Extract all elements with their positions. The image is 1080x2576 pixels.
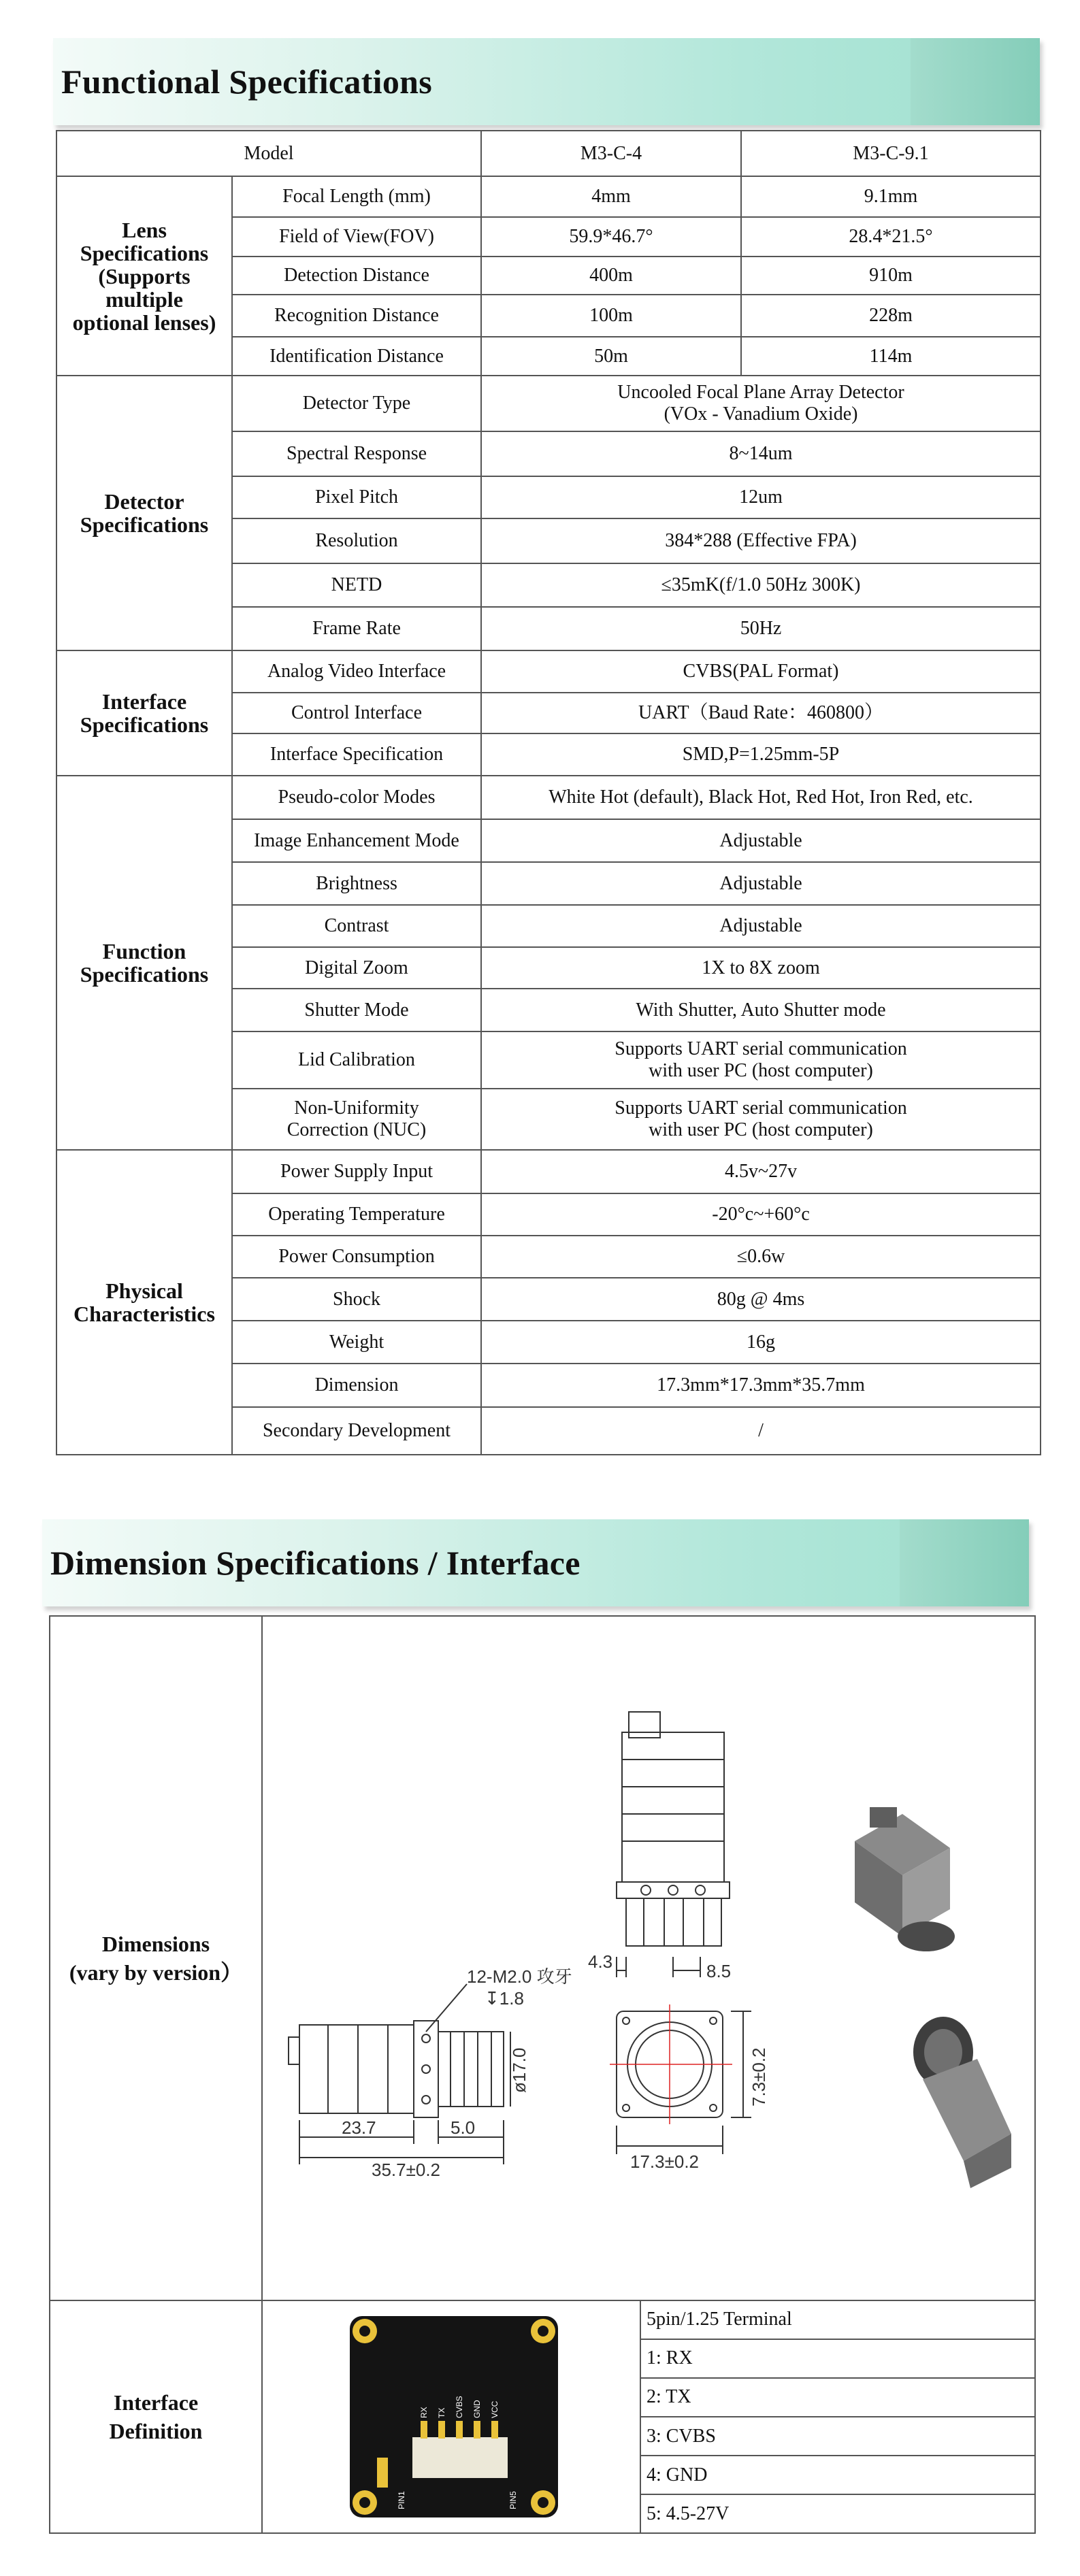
dimension-drawing xyxy=(263,1617,1034,2300)
silk-pin5: PIN5 xyxy=(508,2491,518,2509)
row-value: ≤0.6w xyxy=(481,1236,1041,1278)
row-label: Operating Temperature xyxy=(232,1193,481,1236)
pin-table xyxy=(641,2301,1034,2532)
silk-pin-cvbs: CVBS xyxy=(455,2396,464,2418)
row-value: 12um xyxy=(481,476,1041,518)
banner-accent xyxy=(900,1519,1029,1606)
pin-5: 5: 4.5-27V xyxy=(647,2503,730,2524)
row-label: Analog Video Interface xyxy=(232,650,481,693)
table-row xyxy=(56,176,1041,217)
pin-list xyxy=(641,2301,1034,2532)
value-m2: 228m xyxy=(741,295,1041,337)
row-value: 80g @ 4ms xyxy=(481,1278,1041,1321)
dimension-specs-banner xyxy=(42,1519,1029,1606)
row-label: Power Supply Input xyxy=(232,1150,481,1193)
row-label: Pixel Pitch xyxy=(232,476,481,518)
row-value: 8~14um xyxy=(481,431,1041,476)
list-item xyxy=(641,2417,1034,2456)
model-m3-c-4: M3-C-4 xyxy=(481,131,741,176)
value-m1: 50m xyxy=(481,337,741,376)
dim-7-3: 7.3±0.2 xyxy=(749,2047,769,2107)
row-label: Spectral Response xyxy=(232,431,481,476)
row-value: With Shutter, Auto Shutter mode xyxy=(481,989,1041,1031)
row-value: 4.5v~27v xyxy=(481,1150,1041,1193)
row-value: 384*288 (Effective FPA) xyxy=(481,518,1041,563)
row-label: Non-Uniformity Correction (NUC) xyxy=(232,1089,481,1150)
functional-specs-table xyxy=(56,130,1041,1455)
value-m1: 100m xyxy=(481,295,741,337)
connector xyxy=(412,2437,508,2478)
row-value: / xyxy=(481,1407,1041,1455)
banner-accent xyxy=(911,38,1040,125)
dimension-drawing-cell xyxy=(262,1616,1035,2300)
row-label: Image Enhancement Mode xyxy=(232,819,481,862)
row-value: 50Hz xyxy=(481,607,1041,650)
row-label: Detection Distance xyxy=(232,257,481,295)
row-label: Shutter Mode xyxy=(232,989,481,1031)
row-value: ≤35mK(f/1.0 50Hz 300K) xyxy=(481,563,1041,607)
row-value: Adjustable xyxy=(481,862,1041,905)
dim-35-7: 35.7±0.2 xyxy=(372,2160,441,2180)
camera-front-view xyxy=(617,2011,751,2154)
row-label: NETD xyxy=(232,563,481,607)
list-item xyxy=(641,2378,1034,2417)
row-value: SMD,P=1.25mm-5P xyxy=(481,733,1041,776)
value-m2: 28.4*21.5° xyxy=(741,217,1041,257)
dim-5-0: 5.0 xyxy=(451,2117,476,2138)
row-label: Focal Length (mm) xyxy=(232,176,481,217)
silk-pin-rx: RX xyxy=(419,2407,429,2418)
dim-23-7: 23.7 xyxy=(342,2117,376,2138)
row-value: Supports UART serial communication with user PC (host computer) xyxy=(481,1031,1041,1089)
dim-dia-17: ø17.0 xyxy=(509,2047,529,2093)
row-value: Uncooled Focal Plane Array Detector (VOx - Vanadium Oxide) xyxy=(481,376,1041,431)
row-label: Identification Distance xyxy=(232,337,481,376)
row-label: Lid Calibration xyxy=(232,1031,481,1089)
table-row xyxy=(50,2300,1035,2533)
row-value: 17.3mm*17.3mm*35.7mm xyxy=(481,1364,1041,1407)
table-row xyxy=(56,1150,1041,1193)
camera-3d-render-bottom xyxy=(913,2017,1011,2188)
row-label: Power Consumption xyxy=(232,1236,481,1278)
pin-1: 1: RX xyxy=(641,2339,1034,2378)
row-label: Weight xyxy=(232,1321,481,1364)
dimension-table xyxy=(49,1615,1036,2534)
row-value: Supports UART serial communication with user PC (host computer) xyxy=(481,1089,1041,1150)
row-value: White Hot (default), Black Hot, Red Hot, Iron Red, etc. xyxy=(481,776,1041,819)
dim-8-5: 8.5 xyxy=(706,1961,732,1981)
row-value: 16g xyxy=(481,1321,1041,1364)
functional-specs-banner xyxy=(53,38,1040,125)
table-row xyxy=(56,376,1041,431)
hole-depth: ↧1.8 xyxy=(485,1988,524,2009)
row-value: UART（Baud Rate：460800） xyxy=(481,693,1041,733)
board-image-area xyxy=(263,2301,641,2532)
row-label: Pseudo-color Modes xyxy=(232,776,481,819)
row-label: Detector Type xyxy=(232,376,481,431)
pin-header: 5pin/1.25 Terminal xyxy=(641,2301,1034,2339)
dimensions-label: Dimensions (vary by version） xyxy=(50,1616,262,2300)
table-row xyxy=(50,1616,1035,2300)
dim-17-3: 17.3±0.2 xyxy=(630,2151,700,2172)
interface-definition-cell xyxy=(262,2300,1035,2533)
row-label: Brightness xyxy=(232,862,481,905)
silk-pin-vcc: VCC xyxy=(490,2400,500,2418)
dim-4-3: 4.3 xyxy=(588,1951,613,1972)
list-item xyxy=(641,2456,1034,2494)
row-label: Control Interface xyxy=(232,693,481,733)
interface-definition-label: Interface Definition xyxy=(50,2300,262,2533)
row-value: CVBS(PAL Format) xyxy=(481,650,1041,693)
detector-category: Detector Specifications xyxy=(56,376,232,650)
camera-side-view xyxy=(289,1984,510,2164)
row-label: Resolution xyxy=(232,518,481,563)
hole-note: 12-M2.0 攻牙 xyxy=(467,1966,572,1987)
pin-4: 4: GND xyxy=(641,2456,1034,2494)
row-label: Recognition Distance xyxy=(232,295,481,337)
value-m1: 4mm xyxy=(481,176,741,217)
table-row xyxy=(56,131,1041,176)
row-label: Secondary Development xyxy=(232,1407,481,1455)
camera-top-view xyxy=(617,1712,730,1977)
value-m2: 9.1mm xyxy=(741,176,1041,217)
row-value: 1X to 8X zoom xyxy=(481,947,1041,989)
table-row xyxy=(56,776,1041,819)
list-item xyxy=(641,2301,1034,2339)
row-label: Interface Specification xyxy=(232,733,481,776)
interface-category: Interface Specifications xyxy=(56,650,232,776)
silk-pin-gnd: GND xyxy=(472,2400,482,2418)
model-m3-c-9-1: M3-C-9.1 xyxy=(741,131,1041,176)
silk-pin-tx: TX xyxy=(437,2407,446,2418)
row-value: Adjustable xyxy=(481,905,1041,947)
table-row xyxy=(56,650,1041,693)
pin-2: 2: TX xyxy=(641,2378,1034,2417)
silk-pin1: PIN1 xyxy=(397,2491,406,2509)
row-label: Frame Rate xyxy=(232,607,481,650)
row-value: Adjustable xyxy=(481,819,1041,862)
physical-category: Physical Characteristics xyxy=(56,1150,232,1455)
row-label: Shock xyxy=(232,1278,481,1321)
dimension-specs-title: Dimension Specifications / Interface xyxy=(50,1544,580,1582)
model-header: Model xyxy=(56,131,481,176)
value-m1: 400m xyxy=(481,257,741,295)
interface-board-drawing xyxy=(263,2301,640,2532)
row-value: -20°c~+60°c xyxy=(481,1193,1041,1236)
row-label: Dimension xyxy=(232,1364,481,1407)
functional-specs-title: Functional Specifications xyxy=(61,63,433,101)
list-item xyxy=(641,2339,1034,2378)
function-category: Function Specifications xyxy=(56,776,232,1150)
list-item xyxy=(641,2494,1034,2532)
pin-3: 3: CVBS xyxy=(641,2417,1034,2456)
value-m2: 910m xyxy=(741,257,1041,295)
row-label: Field of View(FOV) xyxy=(232,217,481,257)
row-label: Digital Zoom xyxy=(232,947,481,989)
row-label: Contrast xyxy=(232,905,481,947)
value-m2: 114m xyxy=(741,337,1041,376)
lens-category: Lens Specifications (Supports multiple optional lenses) xyxy=(56,176,232,376)
camera-3d-render-top xyxy=(855,1807,955,1951)
value-m1: 59.9*46.7° xyxy=(481,217,741,257)
